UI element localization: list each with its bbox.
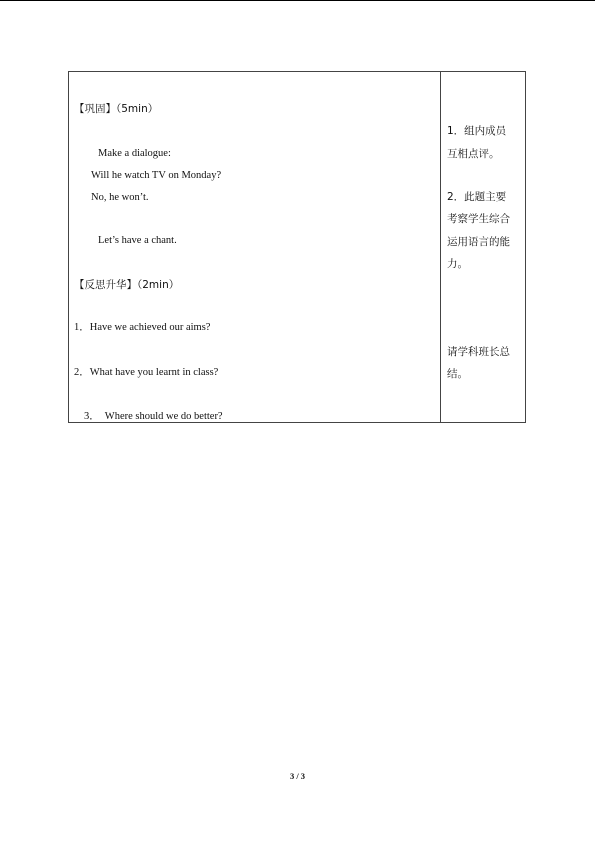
note-2-line-1: 2．此题主要 (447, 191, 507, 203)
dialogue-title: Make a dialogue: (98, 148, 171, 159)
note-2-line-3: 运用语言的能 (447, 236, 510, 248)
note-1-line-1: 1．组内成员 (447, 125, 507, 137)
reflect-item-2: 2．What have you learnt in class? (74, 367, 219, 378)
dialogue-answer: No, he won’t. (91, 192, 149, 203)
dialogue-question: Will he watch TV on Monday? (91, 170, 222, 181)
note-2-line-2: 考察学生综合 (447, 213, 510, 225)
heading-consolidate: 【巩固】（5min） (74, 103, 159, 115)
note-3-line-1: 请学科班长总 (447, 346, 510, 358)
top-rule (0, 0, 595, 1)
note-1-line-2: 互相点评。 (447, 148, 500, 160)
reflect-item-1: 1．Have we achieved our aims? (74, 322, 211, 333)
chant-text: Let’s have a chant. (98, 235, 177, 246)
heading-reflect: 【反思升华】（2min） (74, 279, 180, 291)
note-2-line-4: 力。 (447, 258, 468, 270)
column-divider (440, 71, 441, 423)
reflect-item-3: 3． Where should we do better? (84, 411, 223, 422)
note-3-line-2: 结。 (447, 368, 468, 380)
page-number: 3 / 3 (289, 771, 306, 781)
